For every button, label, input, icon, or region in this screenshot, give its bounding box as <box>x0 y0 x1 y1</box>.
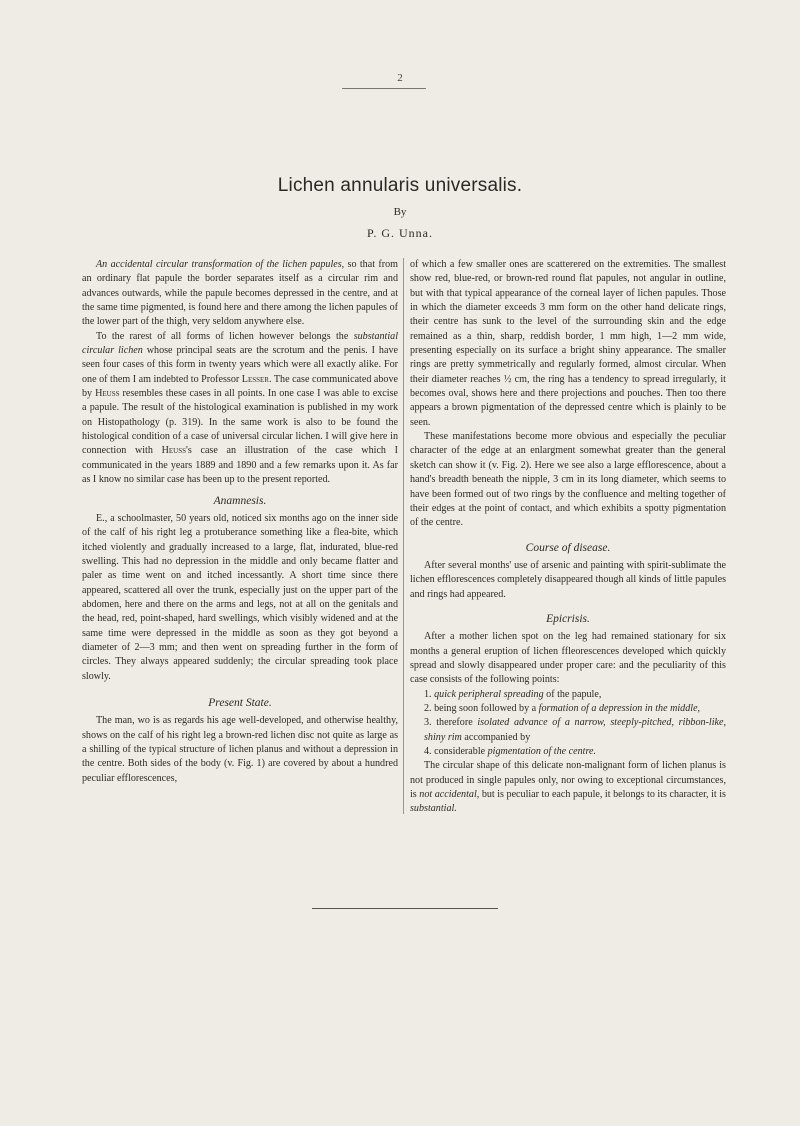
paragraph: These manifestations become more obvious and especially the peculiar character of the edge at an enlargment somewhat greater than the general sketch can show it (v. Fig. 2). Here we see also a large efflorescence, about a hand's breadth beneath the nipple, 3 cm in its long diameter, which seems to have been formed out of two rings by the confluence and melting together of their edges at the point of contact, and which exhibits a spotty pigmentation of the centre. <box>410 431 726 529</box>
paragraph: An accidental circular transformation of the lichen papules, so that from an ordinary flat papule the border separates itself as a circular rim and advances outwards, while the papule becomes depressed in the centre, and at the same time pigmented, is found here and there among the lichen papules of the lower part of the thigh, very seldom anywhere else. <box>82 259 398 328</box>
left-column <box>82 258 398 786</box>
byline: By <box>393 206 407 218</box>
list-item: 2. being soon followed by a formation of a depression in the middle, <box>424 702 701 714</box>
page-number-rule <box>342 88 426 89</box>
section-heading-present-state: Present State. <box>208 696 272 709</box>
paragraph: After a mother lichen spot on the leg had remained stationary for six months a general eruption of lichen ffleorescences developed which quickly spread and slowly disappeared under proper care: and the peculiarity of this case consists of the following points: <box>410 631 726 686</box>
list-item: 4. considerable pigmentation of the centre. <box>424 746 597 757</box>
right-column <box>410 258 726 817</box>
list-item: 3. therefore isolated advance of a narrow, steeply-pitched, ribbon-like, shiny rim accompanied by <box>424 717 727 743</box>
section-heading-epicrisis: Epicrisis. <box>546 612 590 625</box>
section-heading-course: Course of disease. <box>525 541 611 554</box>
paragraph: The circular shape of this delicate non-malignant form of lichen planus is not produced in single papules only, nor owing to exceptional circumstances, is not accidental, but is peculiar to each papule, it belongs to its character, it is substantial. <box>410 760 726 815</box>
paragraph: To the rarest of all forms of lichen however belongs the substantial circular lichen whose principal seats are the scrotum and the penis. I have seen four cases of this form in twenty years which were all exactly alike. For one of them I am indebted to Professor Lesser. The case communicated above by Heuss resembles these cases in all points. In one case I was able to excise a papule. The result of the histological examination is published in my work on Histopathology (p. 319). In the same work is also to be found the histological condition of a case of universal circular lichen. I will give here in connection with Heuss's case an illustration of the case which I communicated in the years 1889 and 1890 and a few remarks upon it. As far as I know no similar case has been up to the present reported. <box>82 330 399 486</box>
list-item: 1. quick peripheral spreading of the papule, <box>424 688 602 700</box>
author-name: P. G. Unna. <box>366 226 433 240</box>
article-title: Lichen annularis universalis. <box>277 175 523 196</box>
page-number: 2 <box>397 72 403 84</box>
section-heading-anamnesis: Anamnesis. <box>213 494 267 507</box>
points-list <box>410 688 726 760</box>
bottom-rule <box>312 908 498 909</box>
paragraph: of which a few smaller ones are scatterered on the extremities. The smallest show red, blue-red, or brown-red round flat papules, not angular in outline, but with that typical appearance of the corneal layer of lichen papules. Those in which the diameter exceeds 3 mm form on the other hand delicate rings, their centre has sunk to the level of the surrounding skin and the edge remained as a thin, sharp, reddish border, 1 mm high, 1—2 mm wide, presenting especially on its surface a bright shiny appearance. The smaller rings are pretty symmetrically and regularly formed, almost circular. When their diameter reaches ½ cm, the ring has a tendency to spread irregularly, it becomes oval, shows here and there projections and pouches. Then too there appears a brown pigmentation of the depressed centre which is plainly to be seen. <box>410 259 726 428</box>
paragraph: The man, wo is as regards his age well-developed, and otherwise healthy, shows on the calf of his right leg a brown-red lichen disc not quite as large as a shilling of the typical structure of lichen planus and without a depression in the centre. Both sides of the body (v. Fig. 1) are covered by about a hundred peculiar efflorescences, <box>82 715 398 784</box>
column-divider <box>403 258 404 814</box>
paragraph: E., a schoolmaster, 50 years old, noticed six months ago on the inner side of the calf of his right leg a protuberance something like a flea-bite, which itched violently and gradually increased to a large, flat, indurated, blue-red swelling. This had no depression in the middle and only became flatter and paler as time went on and itched incessantly. A short time since there appeared, scattered all over the trunk, especially just on the upper part of the abdomen, here and there on the arms and legs, not at all on the genitals and the head, red, point-shaped, hard swellings, which visibly widened and at the same time were depressed in the middle as soon as they got beyond a diameter of 2—3 mm; and then went on spreading further in the form of circles. They always appeared suddenly; the circular spreading took place slowly. <box>82 512 398 682</box>
paragraph: After several months' use of arsenic and painting with spirit-sublimate the lichen efflorescences completely disappeared though all kinds of little papules and rings had appeared. <box>410 559 726 600</box>
